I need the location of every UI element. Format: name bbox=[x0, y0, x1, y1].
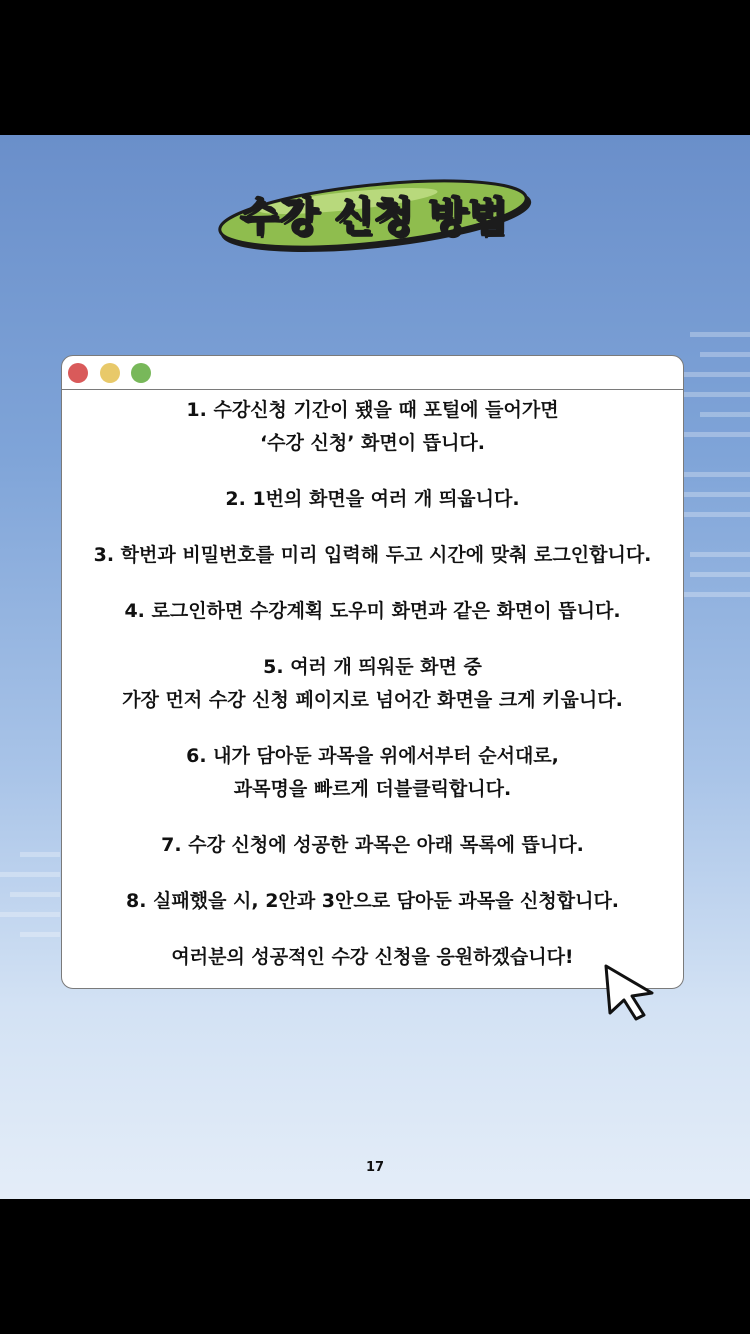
decor-stripe bbox=[680, 512, 750, 517]
page-title: 수강 신청 방법 bbox=[240, 194, 508, 240]
page-number: 17 bbox=[365, 1160, 385, 1175]
decor-stripe bbox=[690, 572, 750, 577]
decor-stripe bbox=[680, 432, 750, 437]
window-titlebar bbox=[62, 356, 683, 390]
step-text: 6. 내가 담아둔 과목을 위에서부터 순서대로, bbox=[186, 745, 559, 767]
step-7 bbox=[62, 829, 683, 862]
step-text: 4. 로그인하면 수강계획 도우미 화면과 같은 화면이 뜹니다. bbox=[124, 600, 621, 622]
step-3 bbox=[62, 539, 683, 572]
step-text: 2. 1번의 화면을 여러 개 띄웁니다. bbox=[225, 488, 520, 510]
step-text: ‘수강 신청’ 화면이 뜹니다. bbox=[259, 432, 486, 454]
step-2 bbox=[62, 483, 683, 516]
step-1 bbox=[62, 394, 683, 460]
title-badge bbox=[213, 173, 535, 255]
step-text: 8. 실패했을 시, 2안과 3안으로 담아둔 과목을 신청합니다. bbox=[125, 890, 620, 912]
decor-stripe bbox=[0, 912, 60, 917]
cursor-arrow-icon bbox=[602, 963, 658, 1021]
page bbox=[0, 135, 750, 1199]
decor-stripe bbox=[10, 892, 60, 897]
decor-stripe bbox=[690, 332, 750, 337]
steps-list bbox=[62, 390, 683, 974]
decor-stripe bbox=[690, 552, 750, 557]
window-maximize-dot bbox=[131, 363, 151, 383]
decor-stripe bbox=[700, 412, 750, 417]
step-5 bbox=[62, 651, 683, 717]
window-minimize-dot bbox=[100, 363, 120, 383]
step-text: 가장 먼저 수강 신청 페이지로 넘어간 화면을 크게 키웁니다. bbox=[122, 689, 623, 711]
decor-stripe bbox=[700, 352, 750, 357]
step-8 bbox=[62, 885, 683, 918]
step-text: 7. 수강 신청에 성공한 과목은 아래 목록에 뜹니다. bbox=[161, 834, 584, 856]
decor-stripe bbox=[20, 852, 60, 857]
step-text: 1. 수강신청 기간이 됐을 때 포털에 들어가면 bbox=[186, 399, 559, 421]
step-6 bbox=[62, 740, 683, 806]
window-close-dot bbox=[68, 363, 88, 383]
instruction-window bbox=[61, 355, 684, 989]
step-text: 과목명을 빠르게 더블클릭합니다. bbox=[233, 778, 512, 800]
decor-stripe bbox=[20, 932, 60, 937]
step-text: 5. 여러 개 띄워둔 화면 중 bbox=[263, 656, 482, 678]
closing-message: 여러분의 성공적인 수강 신청을 응원하겠습니다! bbox=[171, 946, 574, 968]
step-4 bbox=[62, 595, 683, 628]
decor-stripe bbox=[0, 872, 60, 877]
step-text: 3. 학번과 비밀번호를 미리 입력해 두고 시간에 맞춰 로그인합니다. bbox=[93, 544, 652, 566]
